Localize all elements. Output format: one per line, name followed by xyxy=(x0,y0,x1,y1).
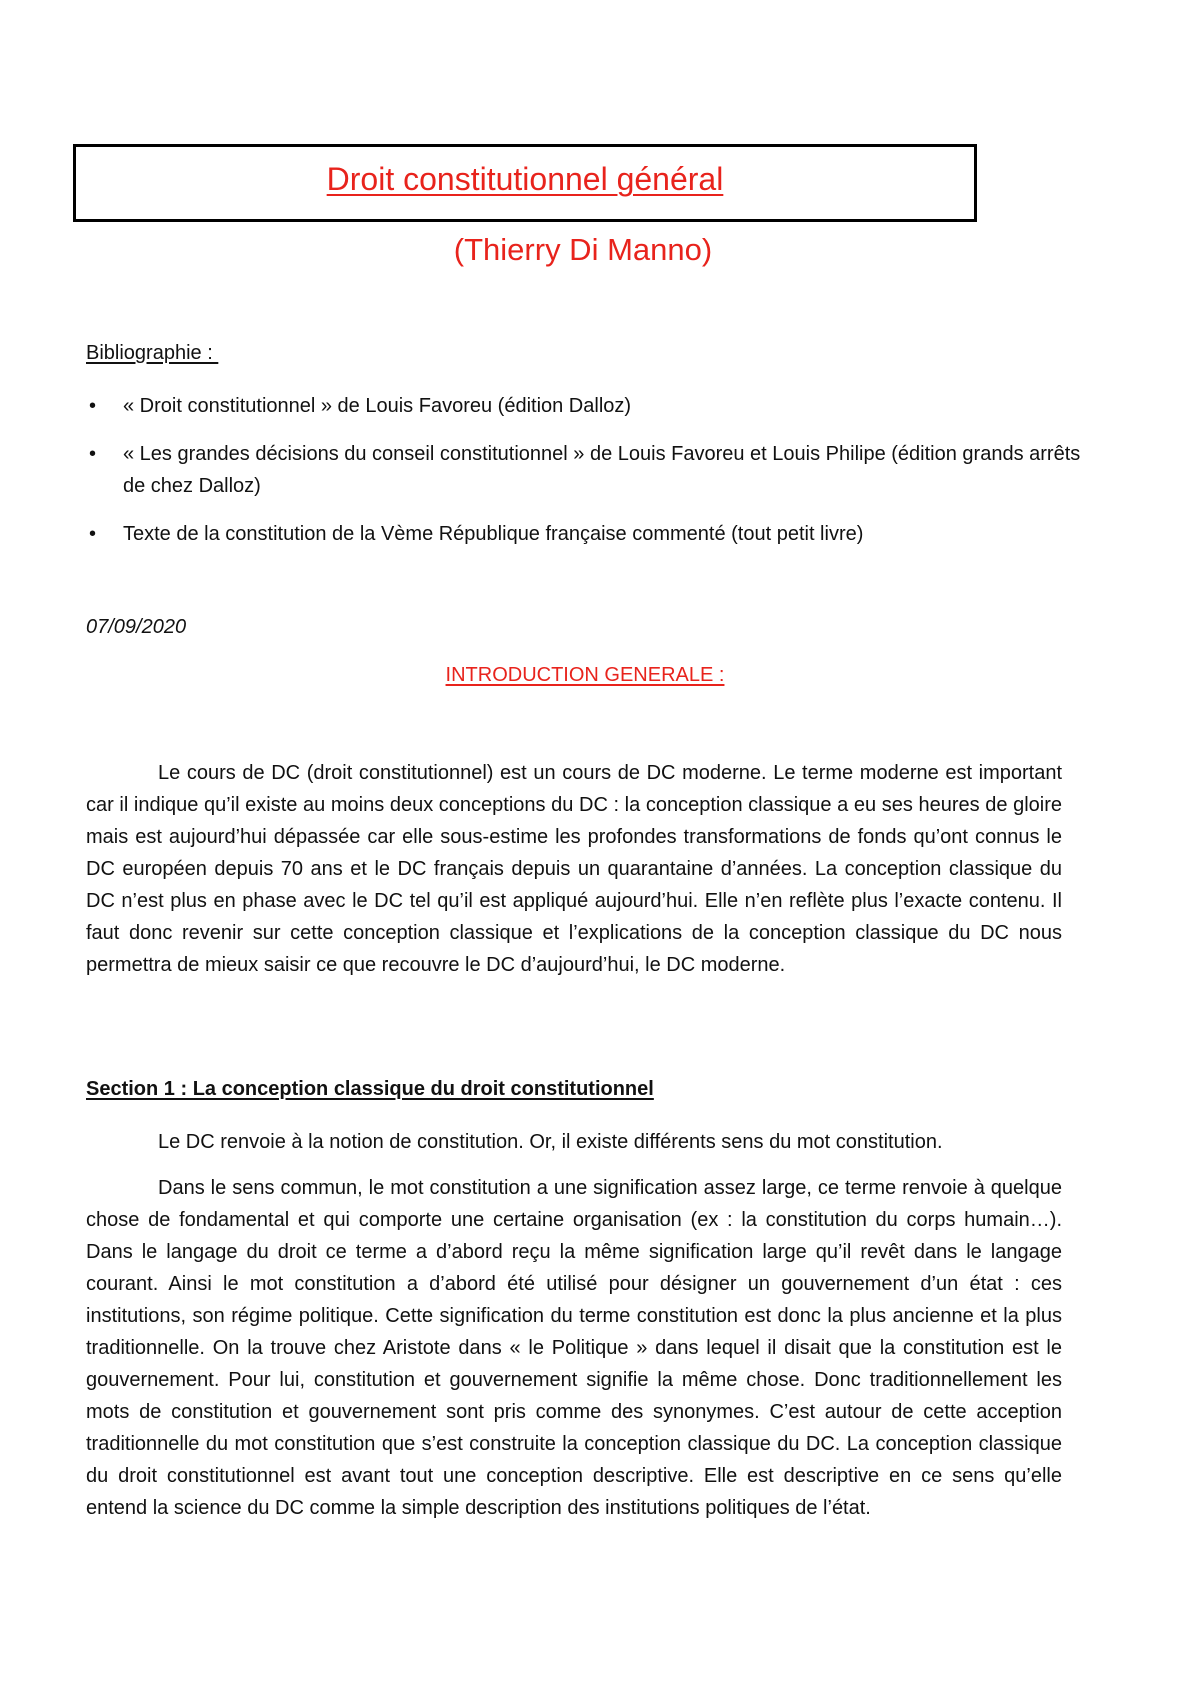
bibliography-item-text: « Droit constitutionnel » de Louis Favoreu (édition Dalloz) xyxy=(123,395,632,417)
bibliography-item-text: Texte de la constitution de la Vème République française commenté (tout petit livre) xyxy=(123,523,864,545)
bibliography-heading: Bibliographie : xyxy=(86,342,219,364)
bullet-icon: • xyxy=(89,395,97,417)
bibliography-item xyxy=(86,390,1086,422)
section-1-paragraph-2: Dans le sens commun, le mot constitution a une signification assez large, ce terme renvoie à quelque chose de fondamental et qui comporte une certaine organisation (ex : la constitution du corps humain…). Dans le langage du droit ce terme a d’abord reçu la même signification large qu’il revêt dans le langage courant. Ainsi le mot constitution a d’abord été utilisé pour désigner un gouvernement d’un état : ces institutions, son régime politique. Cette signification du terme constitution est donc la plus ancienne et la plus traditionnelle. On la trouve chez Aristote dans « le Politique » dans lequel il disait que la constitution est le gouvernement. Pour lui, constitution et gouvernement signifie la même chose. Donc traditionnellement les mots de constitution et gouvernement sont pris comme des synonymes. C’est autour de cette acception traditionnelle du mot constitution que s’est construite la conception classique du DC. La conception classique du droit constitutionnel est avant tout une conception descriptive. Elle est descriptive en ce sens qu’elle entend la science du DC comme la simple description des institutions politiques de l’état. xyxy=(86,1177,1062,1519)
bullet-icon: • xyxy=(89,523,97,545)
document-date: 07/09/2020 xyxy=(86,616,187,638)
document-author: (Thierry Di Manno) xyxy=(453,232,713,267)
bullet-icon: • xyxy=(89,443,97,465)
bibliography-item xyxy=(86,438,1086,502)
introduction-heading: INTRODUCTION GENERALE : xyxy=(445,664,725,686)
document-title: Droit constitutionnel général xyxy=(326,161,724,197)
introduction-paragraph: Le cours de DC (droit constitutionnel) est un cours de DC moderne. Le terme moderne est important car il indique qu’il existe au moins deux conceptions du DC : la conception classique a eu ses heures de gloire mais est aujourd’hui dépassée car elle sous-estime les profondes transformations de fonds qu’ont connus le DC européen depuis 70 ans et le DC français depuis un quarantaine d’années. La conception classique du DC n’est plus en phase avec le DC tel qu’il est appliqué aujourd’hui. Elle n’en reflète plus l’exacte contenu. Il faut donc revenir sur cette conception classique et l’explications de la conception classique du DC nous permettra de mieux saisir ce que recouvre le DC d’aujourd’hui, le DC moderne. xyxy=(86,762,1062,976)
section-1-heading: Section 1 : La conception classique du droit constitutionnel xyxy=(86,1078,654,1100)
bibliography-list xyxy=(86,390,1086,566)
section-1-paragraph-1: Le DC renvoie à la notion de constitution. Or, il existe différents sens du mot constitution. xyxy=(158,1131,943,1153)
bibliography-item-text: « Les grandes décisions du conseil constitutionnel » de Louis Favoreu et Louis Philipe (édition grands arrêts de chez Dalloz) xyxy=(123,443,1081,497)
bibliography-item xyxy=(86,518,1086,550)
title-box xyxy=(73,144,977,222)
